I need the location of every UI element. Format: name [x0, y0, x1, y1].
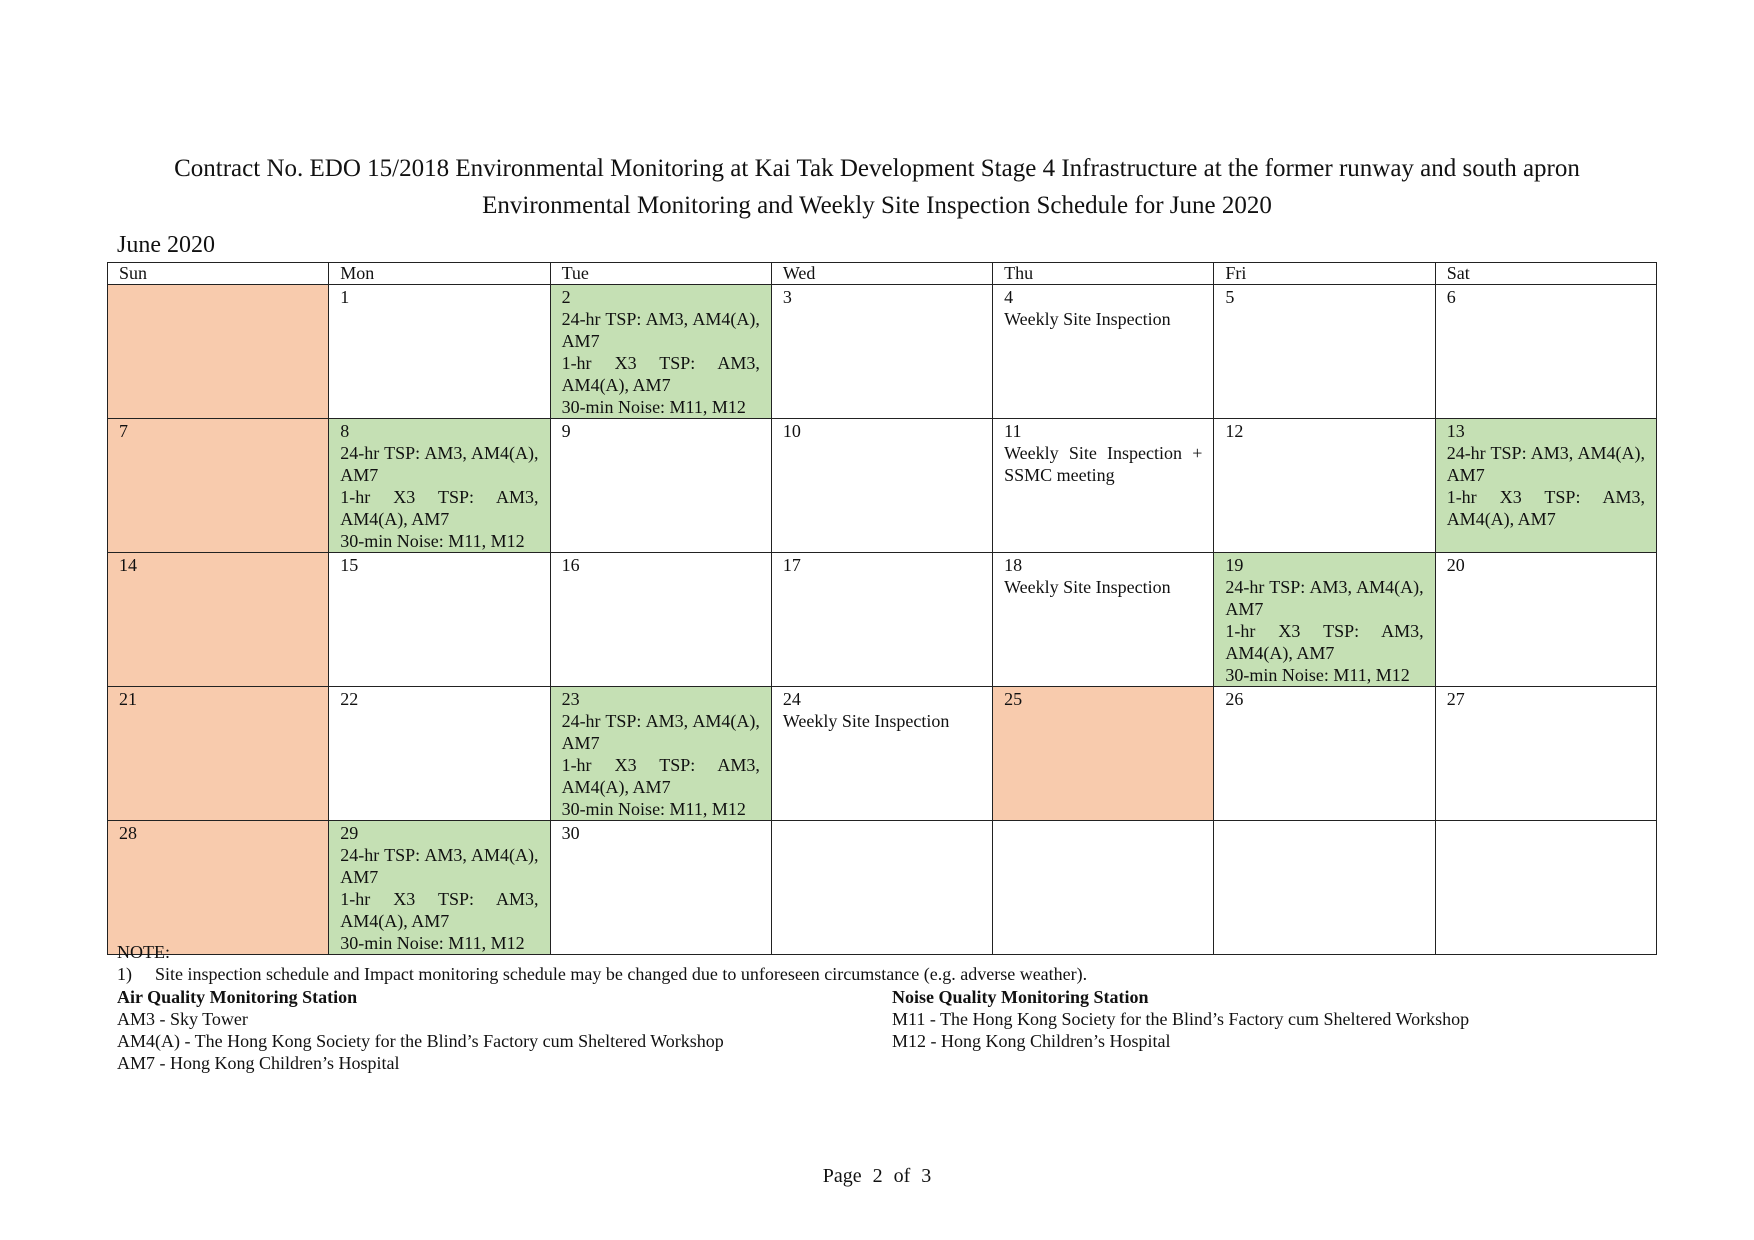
day-number: 6 [1446, 287, 1456, 307]
day-number: 13 [1446, 421, 1465, 441]
schedule-subtitle: Environmental Monitoring and Weekly Site Inspection Schedule for June 2020 [482, 192, 1272, 219]
schedule-event: 24-hr TSP: AM3, AM4(A), AM7 [1446, 443, 1645, 485]
calendar-cell-tue [550, 687, 771, 821]
day-number: 10 [782, 421, 801, 441]
calendar-week-row [108, 687, 1657, 821]
calendar-week-row [108, 285, 1657, 419]
calendar-cell-tue [550, 553, 771, 687]
page-total: 3 [921, 1165, 932, 1187]
day-number: 22 [340, 689, 359, 709]
calendar-cell-tue [550, 821, 771, 955]
schedule-event: 30-min Noise: M11, M12 [340, 531, 525, 551]
day-number: 30 [561, 823, 580, 843]
calendar-cell-sun [108, 821, 329, 955]
calendar-week-row [108, 419, 1657, 553]
header-tue: Tue [550, 263, 771, 285]
header-thu: Thu [993, 263, 1214, 285]
header-sun: Sun [108, 263, 329, 285]
day-number: 1 [340, 287, 350, 307]
day-number: 20 [1446, 555, 1465, 575]
day-number: 9 [561, 421, 571, 441]
schedule-event: 30-min Noise: M11, M12 [561, 799, 746, 819]
calendar-cell-sun [108, 285, 329, 419]
document-title: Contract No. EDO 15/2018 Environmental Monitoring at Kai Tak Development Stage 4 Infrastructure at the former runway and south apron [174, 155, 1580, 182]
day-number: 26 [1225, 689, 1244, 709]
calendar-cell-thu [993, 419, 1214, 553]
calendar-cell-wed [771, 687, 992, 821]
day-number: 7 [119, 421, 128, 441]
calendar-cell-sat [1435, 419, 1656, 553]
schedule-event: 1-hr X3 TSP: AM3, AM4(A), AM7 [1446, 487, 1645, 529]
page-footer [0, 1164, 1754, 1188]
calendar-cell-wed [771, 553, 992, 687]
calendar-week-row [108, 553, 1657, 687]
of-word: of [893, 1165, 911, 1187]
day-number: 27 [1446, 689, 1465, 709]
calendar-cell-tue [550, 419, 771, 553]
schedule-event: 30-min Noise: M11, M12 [1225, 665, 1410, 685]
day-number: 16 [561, 555, 580, 575]
day-number: 15 [340, 555, 359, 575]
calendar-table [107, 262, 1657, 955]
notes-section [117, 941, 1087, 985]
note-item [117, 963, 1087, 985]
schedule-event: Weekly Site Inspection [782, 711, 950, 731]
schedule-event: Weekly Site Inspection [1004, 309, 1171, 329]
schedule-event: 1-hr X3 TSP: AM3, AM4(A), AM7 [561, 353, 760, 395]
calendar-cell-sun [108, 687, 329, 821]
calendar-cell-wed [771, 285, 992, 419]
day-number: 29 [340, 823, 359, 843]
calendar-cell-sat [1435, 821, 1656, 955]
day-number: 17 [782, 555, 801, 575]
header-wed: Wed [771, 263, 992, 285]
notes-heading: NOTE: [117, 942, 170, 962]
noise-quality-legend [892, 986, 1469, 1052]
calendar-cell-sat [1435, 687, 1656, 821]
schedule-event: 1-hr X3 TSP: AM3, AM4(A), AM7 [340, 889, 539, 931]
day-number: 28 [119, 823, 137, 843]
header-fri: Fri [1214, 263, 1435, 285]
schedule-event: 1-hr X3 TSP: AM3, AM4(A), AM7 [561, 755, 760, 797]
noise-station-item: M12 - Hong Kong Children’s Hospital [892, 1031, 1171, 1051]
calendar-week-row [108, 821, 1657, 955]
calendar-cell-thu [993, 553, 1214, 687]
schedule-event: 24-hr TSP: AM3, AM4(A), AM7 [1225, 577, 1424, 619]
calendar-cell-sun [108, 419, 329, 553]
day-number: 21 [119, 689, 137, 709]
note-number: 1) [117, 964, 132, 984]
day-number: 8 [340, 421, 350, 441]
schedule-event: 24-hr TSP: AM3, AM4(A), AM7 [561, 309, 760, 351]
calendar-cell-tue [550, 285, 771, 419]
schedule-event: 30-min Noise: M11, M12 [561, 397, 746, 417]
day-number: 3 [782, 287, 792, 307]
calendar-cell-fri [1214, 285, 1435, 419]
air-station-item: AM3 - Sky Tower [117, 1009, 248, 1029]
schedule-event: 1-hr X3 TSP: AM3, AM4(A), AM7 [340, 487, 539, 529]
calendar-cell-mon [329, 821, 550, 955]
calendar-cell-mon [329, 687, 550, 821]
page-word: Page [822, 1165, 862, 1187]
calendar-body [108, 285, 1657, 955]
page-number: 2 [872, 1165, 883, 1187]
day-number: 18 [1004, 555, 1023, 575]
schedule-event: Weekly Site Inspection [1004, 577, 1171, 597]
calendar-header-row [108, 263, 1657, 285]
schedule-event: 24-hr TSP: AM3, AM4(A), AM7 [340, 443, 539, 485]
month-label: June 2020 [117, 232, 215, 258]
air-quality-heading: Air Quality Monitoring Station [117, 987, 358, 1007]
calendar-cell-sat [1435, 285, 1656, 419]
air-station-item: AM4(A) - The Hong Kong Society for the Blind’s Factory cum Sheltered Workshop [117, 1031, 724, 1051]
calendar-cell-sat [1435, 553, 1656, 687]
schedule-event: 24-hr TSP: AM3, AM4(A), AM7 [340, 845, 539, 887]
schedule-event: 30-min Noise: M11, M12 [340, 933, 525, 953]
calendar-cell-thu [993, 821, 1214, 955]
calendar-cell-thu [993, 687, 1214, 821]
air-quality-legend [117, 986, 724, 1074]
day-number: 19 [1225, 555, 1244, 575]
day-number: 5 [1225, 287, 1235, 307]
calendar-cell-sun [108, 553, 329, 687]
header-mon: Mon [329, 263, 550, 285]
calendar-cell-wed [771, 821, 992, 955]
calendar-cell-mon [329, 285, 550, 419]
day-number: 11 [1004, 421, 1022, 441]
schedule-event: Weekly Site Inspection + SSMC meeting [1004, 443, 1203, 485]
schedule-event: 24-hr TSP: AM3, AM4(A), AM7 [561, 711, 760, 753]
header-sat: Sat [1435, 263, 1656, 285]
calendar-cell-fri [1214, 419, 1435, 553]
day-number: 24 [782, 689, 801, 709]
day-number: 14 [119, 555, 137, 575]
calendar-cell-wed [771, 419, 992, 553]
day-number: 25 [1004, 689, 1023, 709]
calendar-cell-mon [329, 553, 550, 687]
calendar-cell-fri [1214, 687, 1435, 821]
calendar-cell-mon [329, 419, 550, 553]
noise-station-item: M11 - The Hong Kong Society for the Blind’s Factory cum Sheltered Workshop [892, 1009, 1470, 1029]
day-number: 12 [1225, 421, 1244, 441]
air-station-item: AM7 - Hong Kong Children’s Hospital [117, 1053, 400, 1073]
calendar-cell-fri [1214, 821, 1435, 955]
calendar-cell-fri [1214, 553, 1435, 687]
noise-quality-heading: Noise Quality Monitoring Station [892, 987, 1149, 1007]
day-number: 23 [561, 689, 580, 709]
note-text: Site inspection schedule and Impact monitoring schedule may be changed due to unforeseen circumstance (e.g. adverse weather). [155, 964, 1088, 984]
day-number: 2 [561, 287, 571, 307]
calendar-cell-thu [993, 285, 1214, 419]
day-number: 4 [1004, 287, 1014, 307]
schedule-event: 1-hr X3 TSP: AM3, AM4(A), AM7 [1225, 621, 1424, 663]
